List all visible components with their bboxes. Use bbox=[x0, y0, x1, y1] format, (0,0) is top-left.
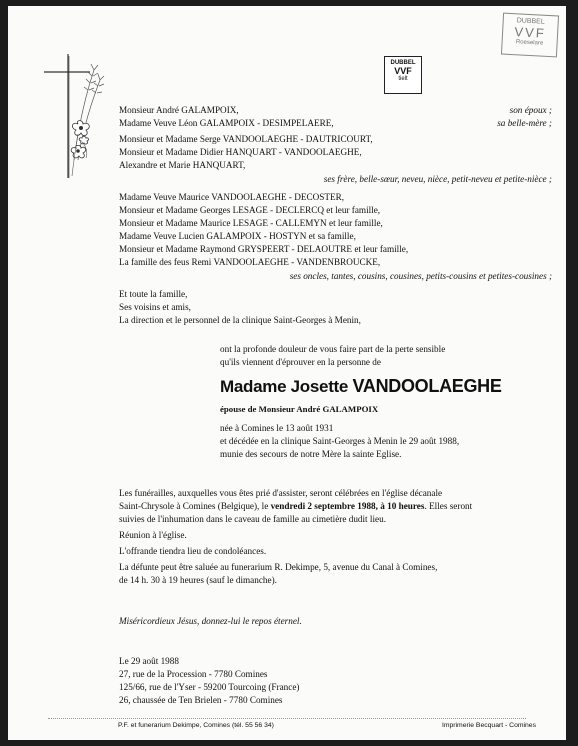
stamp-line: DUBBEL bbox=[516, 17, 545, 26]
funeral-text: de 14 h. 30 à 19 heures (sauf le dimanche). bbox=[119, 575, 277, 585]
deceased-name bbox=[220, 376, 502, 397]
announce-line: ont la profonde douleur de vous faire part de la perte sensible bbox=[220, 344, 446, 354]
family-name: Monsieur et Madame Didier HANQUART - VANDOOLAEGHE, bbox=[119, 147, 362, 157]
stamp-line: tielt bbox=[398, 76, 408, 82]
address-line: Le 29 août 1988 bbox=[119, 656, 179, 666]
address-line: 27, rue de la Procession - 7780 Comines bbox=[119, 669, 268, 679]
family-name: Monsieur et Madame Maurice LESAGE - CALLEMYN et leur famille, bbox=[119, 218, 383, 228]
announce-line: qu'ils viennent d'éprouver en la personne de bbox=[220, 357, 381, 367]
funeral-text: L'offrande tiendra lieu de condoléances. bbox=[119, 546, 267, 556]
funeral-text: Réunion à l'église. bbox=[119, 530, 187, 540]
stamp-line: VVF bbox=[394, 66, 412, 76]
family-name: La famille des feus Remi VANDOOLAEGHE - VANDENBROUCKE, bbox=[119, 257, 381, 267]
family-name: Madame Veuve Maurice VANDOOLAEGHE - DECOSTER, bbox=[119, 192, 345, 202]
stamp-line: VVF bbox=[514, 24, 547, 41]
family-name: Monsieur et Madame Georges LESAGE - DECLERCQ et leur famille, bbox=[119, 205, 381, 215]
family-role: ses oncles, tantes, cousins, cousines, petits-cousins et petites-cousines ; bbox=[289, 271, 552, 281]
stamp-line: Roeselare bbox=[515, 39, 544, 47]
funeral-text-part: Saint-Chrysole à Comines (Belgique), le bbox=[119, 501, 271, 511]
address-line: 125/66, rue de l'Yser - 59200 Tourcoing (France) bbox=[119, 682, 300, 692]
family-role: sa belle-mère ; bbox=[497, 118, 552, 128]
family-name: Monsieur André GALAMPOIX, bbox=[119, 105, 239, 115]
family-role: ses frère, belle-sœur, neveu, nièce, petit-neveu et petite-nièce ; bbox=[323, 174, 552, 184]
address-line: 26, chaussée de Ten Brielen - 7780 Comines bbox=[119, 695, 283, 705]
family-name: Madame Veuve Lucien GALAMPOIX - HOSTYN et sa famille, bbox=[119, 231, 356, 241]
footer-left: P.F. et funerarium Dekimpe, Comines (tél. 55 56 34) bbox=[118, 722, 274, 729]
footer-right: Imprimerie Becquart - Comines bbox=[441, 722, 536, 729]
funeral-text: Les funérailles, auxquelles vous êtes prié d'assister, seront célébrées en l'église décanale bbox=[119, 488, 443, 498]
deceased-detail: et décédée en la clinique Saint-Georges à Menin le 29 août 1988, bbox=[220, 436, 460, 446]
family-name: Ses voisins et amis, bbox=[119, 302, 191, 312]
stamp-top-right bbox=[501, 13, 559, 58]
cross-wheat-emblem bbox=[38, 50, 108, 180]
funeral-date: vendredi 2 septembre 1988, à 10 heures bbox=[270, 501, 425, 511]
deceased-detail: née à Comines le 13 août 1931 bbox=[220, 423, 334, 433]
funeral-text bbox=[119, 501, 472, 512]
family-name: Monsieur et Madame Serge VANDOOLAEGHE - DAUTRICOURT, bbox=[119, 134, 373, 144]
stamp-line: DUBBEL bbox=[390, 60, 416, 66]
obituary-page bbox=[8, 6, 566, 740]
deceased-detail: munie des secours de notre Mère la sainte Eglise. bbox=[220, 449, 402, 459]
family-name: Alexandre et Marie HANQUART, bbox=[119, 160, 246, 170]
family-name: La direction et le personnel de la clinique Saint-Georges à Menin, bbox=[119, 315, 361, 325]
family-name: Monsieur et Madame Raymond GRYSPEERT - DELAOUTRE et leur famille, bbox=[119, 244, 409, 254]
stamp-main bbox=[384, 56, 422, 94]
funeral-text: suivies de l'inhumation dans le caveau de famille au cimetière dudit lieu. bbox=[119, 514, 386, 524]
deceased-spouse: épouse de Monsieur André GALAMPOIX bbox=[220, 404, 379, 414]
family-name: Et toute la famille, bbox=[119, 289, 188, 299]
family-role: son époux ; bbox=[509, 105, 552, 115]
funeral-text: La défunte peut être saluée au funerarium R. Dekimpe, 5, avenue du Canal à Comines, bbox=[119, 562, 438, 572]
footer-divider bbox=[48, 718, 526, 719]
funeral-text-part: . Elles seront bbox=[424, 501, 473, 511]
family-name: Madame Veuve Léon GALAMPOIX - DESIMPELAERE, bbox=[119, 118, 334, 128]
deceased-prefix: Madame Josette bbox=[220, 377, 349, 396]
prayer: Miséricordieux Jésus, donnez-lui le repos éternel. bbox=[119, 616, 302, 626]
deceased-surname: VANDOOLAEGHE bbox=[352, 376, 502, 396]
